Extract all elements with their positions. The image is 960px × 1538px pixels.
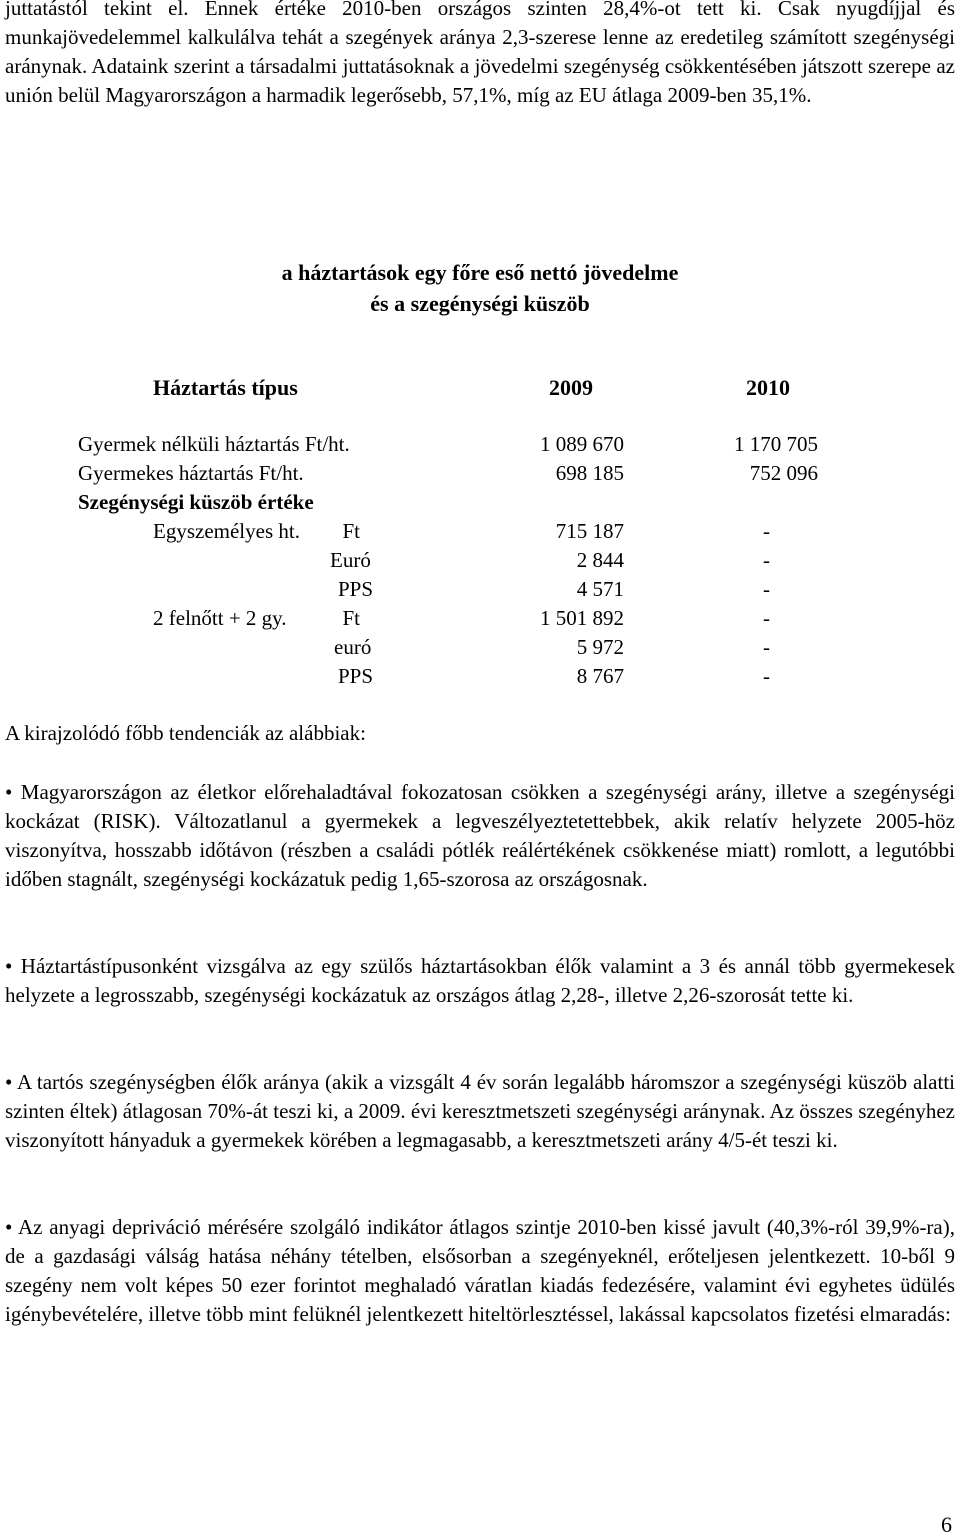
single-euro-2010: -	[763, 548, 770, 572]
single-unit-euro: Euró	[330, 548, 371, 572]
bullet-paragraph: • Magyarországon az életkor előrehaladtával fokozatosan csökken a szegénységi arány, illetve a szegénységi kockázat (RISK). Változatlanul a gyermekek a legveszélyeztetettebbek, akik relatív helyzete 2005-höz viszonyítva, hosszabb időtávon (részben a családi pótlék reálértékének csökkenése miatt) romlott, a legutóbbi időben stagnált, szegénységi kockázatuk pedig 1,65-szorosa az országosnak.	[5, 780, 955, 891]
intro-paragraph: juttatástól tekint el. Ennek értéke 2010-ben országos szinten 28,4%-ot tett ki. Csak nyugdíjjal és munkajövedelemmel kalkulálva tehát a szegények aránya 2,3-szerese lenne az eredetileg számított szegénységi aránynak. Adataink szerint a társadalmi juttatásoknak a jövedelmi szegénység csökkentésében játszott szerepe az unión belül Magyarországon a harmadik legerősebb, 57,1%, míg az EU átlaga 2009-ben 35,1%.	[5, 0, 955, 107]
family-unit-pps: PPS	[338, 664, 374, 688]
page-number: 6	[941, 1512, 952, 1537]
single-pps-2009: 4 571	[576, 577, 624, 601]
table-cell-2009: 1 089 670	[540, 432, 624, 456]
single-household-label: Egyszemélyes ht.	[153, 519, 300, 543]
table-cell-2010: 1 170 705	[734, 432, 818, 456]
table-cell-2010: 752 096	[749, 461, 818, 485]
table-title-line-2: és a szegénységi küszöb	[370, 291, 590, 316]
trends-lead: A kirajzolódó főbb tendenciák az alábbiak:	[5, 721, 366, 745]
table-row-label: Gyermekes háztartás Ft/ht.	[78, 461, 304, 485]
table-header-2009: 2009	[549, 375, 593, 400]
family-euro-2010: -	[763, 635, 770, 659]
bullet-paragraph: • Az anyagi depriváció mérésére szolgáló indikátor átlagos szintje 2010-ben kissé javult (40,3%-ról 39,9%-ra), de a gazdasági válság hatása néhány tételben, elsősorban a szegényeknél, erőteljesen jelentkezett. 10-ből 9 szegény nem volt képes 50 ezer forintot meghaladó váratlan kiadás fedezésére, valamint évi egyhetes üdülés igénybevételére, illetve több mint felüknél jelentkezett hiteltörlesztéssel, lakással kapcsolatos fizetési elmaradás:	[5, 1215, 955, 1326]
table-header-household-type: Háztartás típus	[153, 375, 298, 400]
family-pps-2010: -	[763, 664, 770, 688]
family-unit-euro: euró	[334, 635, 372, 659]
single-euro-2009: 2 844	[576, 548, 624, 572]
table-title-line-1: a háztartások egy főre eső nettó jövedelme	[281, 260, 679, 285]
single-ft-2009: 715 187	[555, 519, 624, 543]
single-pps-2010: -	[763, 577, 770, 601]
table-row-label: Gyermek nélküli háztartás Ft/ht.	[78, 432, 350, 456]
single-unit-pps: PPS	[338, 577, 374, 601]
threshold-heading: Szegénységi küszöb értéke	[78, 490, 314, 514]
family-household-label: 2 felnőtt + 2 gy.	[153, 606, 287, 630]
table-header-2010: 2010	[746, 375, 790, 400]
bullet-paragraph: • Háztartástípusonként vizsgálva az egy szülős háztartásokban élők valamint a 3 és annál több gyermekesek helyzete a legrosszabb, szegénységi kockázatuk az országos átlag 2,28-, illetve 2,26-szorosát tette ki.	[5, 954, 955, 1007]
family-unit-ft: Ft	[342, 606, 360, 630]
family-euro-2009: 5 972	[576, 635, 624, 659]
bullet-paragraph: • A tartós szegénységben élők aránya (akik a vizsgált 4 év során legalább háromszor a szegénységi küszöb alatti szinten éltek) átlagosan 70%-át teszi ki, a 2009. évi keresztmetszeti szegénységi aránynak. Az összes szegényhez viszonyított hányaduk a gyermekek körében a legmagasabb, a keresztmetszeti arány 4/5-ét teszi ki.	[5, 1070, 955, 1152]
table-cell-2009: 698 185	[555, 461, 624, 485]
family-ft-2009: 1 501 892	[540, 606, 624, 630]
single-ft-2010: -	[763, 519, 770, 543]
single-unit-ft: Ft	[342, 519, 360, 543]
family-ft-2010: -	[763, 606, 770, 630]
family-pps-2009: 8 767	[576, 664, 624, 688]
